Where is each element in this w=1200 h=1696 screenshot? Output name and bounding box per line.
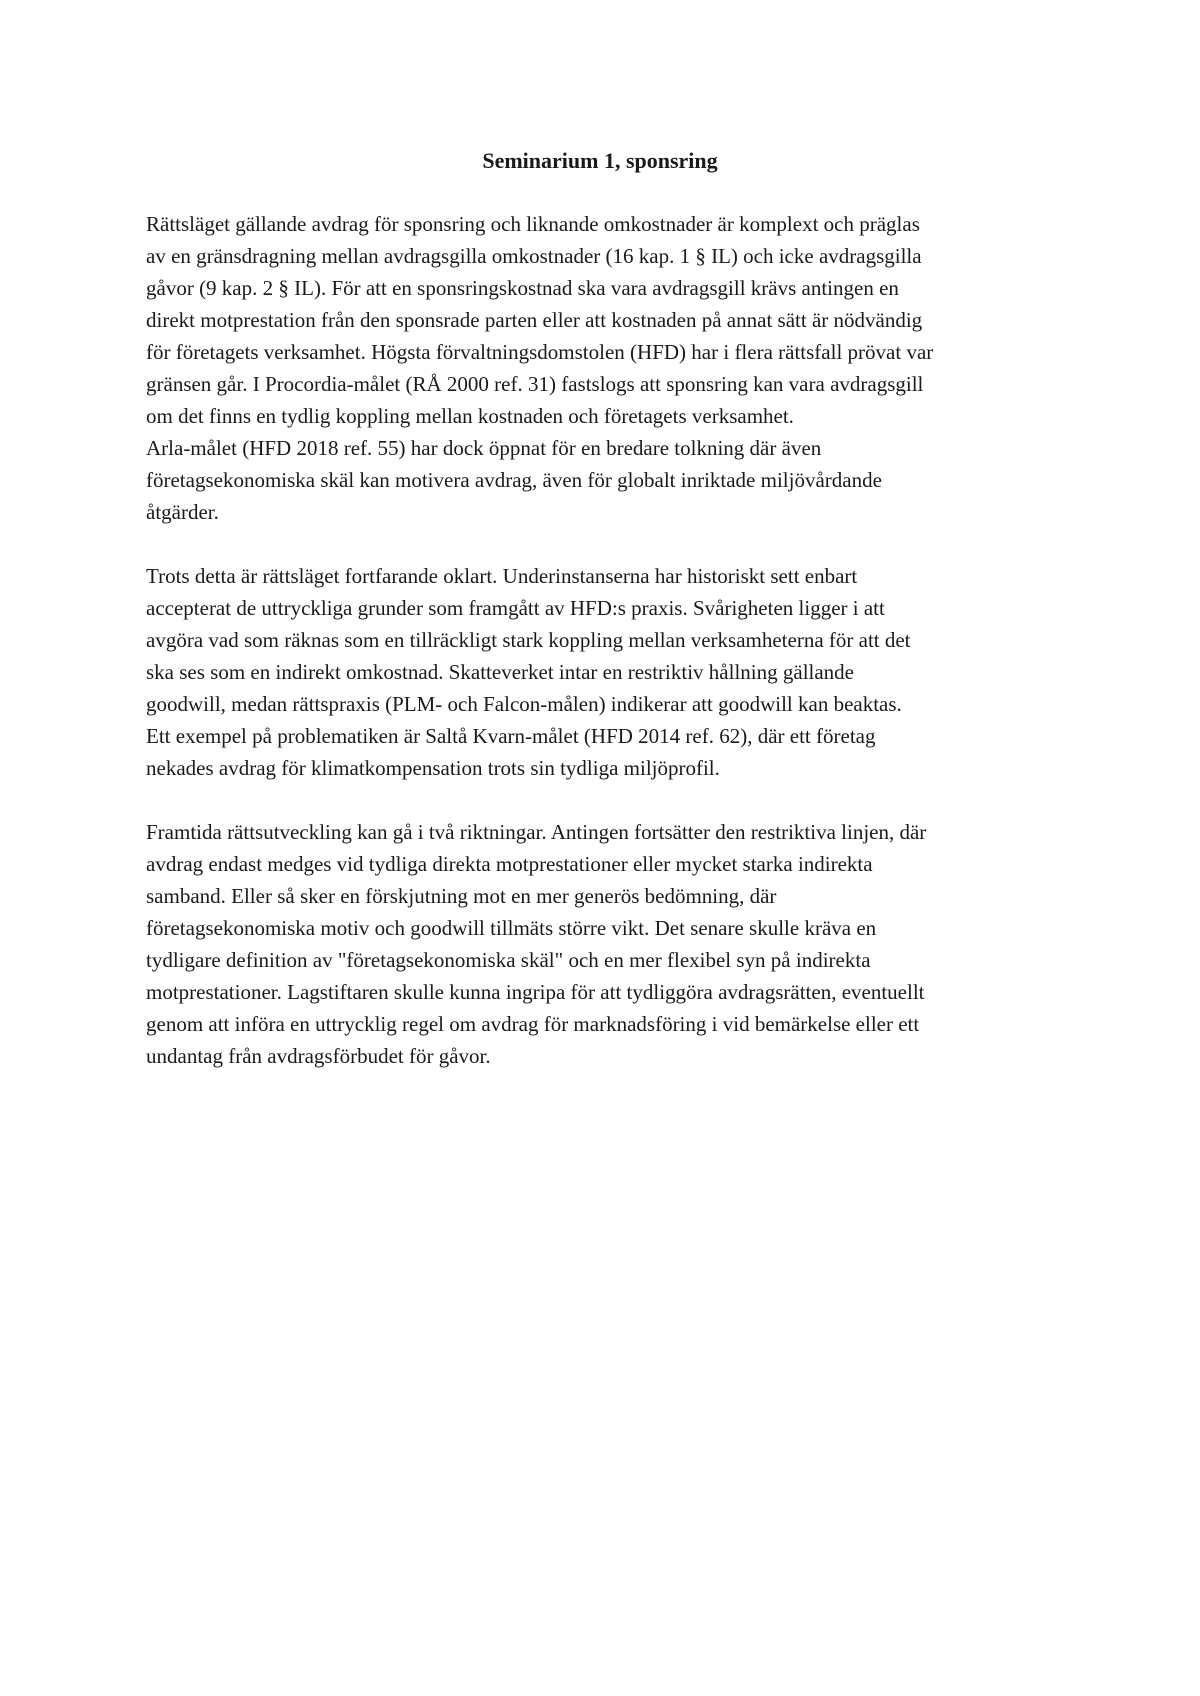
text-line: nekades avdrag för klimatkompensation trots sin tydliga miljöprofil. [146, 756, 720, 780]
paragraph-2 [146, 560, 1076, 784]
text-line: samband. Eller så sker en förskjutning mot en mer generös bedömning, där [146, 884, 777, 908]
text-line: motprestationer. Lagstiftaren skulle kunna ingripa för att tydliggöra avdragsrätten, eventuellt [146, 980, 925, 1004]
text-line: goodwill, medan rättspraxis (PLM- och Falcon-målen) indikerar att goodwill kan beaktas. [146, 692, 902, 716]
text-line: ska ses som en indirekt omkostnad. Skatteverket intar en restriktiv hållning gällande [146, 660, 855, 684]
paragraph-1 [146, 208, 1076, 528]
text-line: undantag från avdragsförbudet för gåvor. [146, 1044, 491, 1068]
text-line: gåvor (9 kap. 2 § IL). För att en sponsringskostnad ska vara avdragsgill krävs antingen en [146, 276, 899, 300]
text-line: av en gränsdragning mellan avdragsgilla omkostnader (16 kap. 1 § IL) och icke avdragsgilla [146, 244, 922, 268]
text-line: avdrag endast medges vid tydliga direkta motprestationer eller mycket starka indirekta [146, 852, 873, 876]
text-line: avgöra vad som räknas som en tillräckligt stark koppling mellan verksamheterna för att det [146, 628, 911, 652]
text-line: direkt motprestation från den sponsrade parten eller att kostnaden på annat sätt är nödvändig [146, 308, 923, 332]
text-line: företagsekonomiska skäl kan motivera avdrag, även för globalt inriktade miljövårdande [146, 468, 882, 492]
text-line: Trots detta är rättsläget fortfarande oklart. Underinstanserna har historiskt sett enbart [146, 564, 858, 588]
text-line: om det finns en tydlig koppling mellan kostnaden och företagets verksamhet. [146, 404, 794, 428]
text-line: företagsekonomiska motiv och goodwill tillmäts större vikt. Det senare skulle kräva en [146, 916, 877, 940]
text-line: accepterat de uttryckliga grunder som framgått av HFD:s praxis. Svårigheten ligger i att [146, 596, 885, 620]
text-line: för företagets verksamhet. Högsta förvaltningsdomstolen (HFD) har i flera rättsfall prövat var [146, 340, 934, 364]
text-line: Ett exempel på problematiken är Saltå Kvarn-målet (HFD 2014 ref. 62), där ett företag [146, 724, 876, 748]
text-line: Framtida rättsutveckling kan gå i två riktningar. Antingen fortsätter den restriktiva linjen, där [146, 820, 927, 844]
text-line: gränsen går. I Procordia-målet (RÅ 2000 ref. 31) fastslogs att sponsring kan vara avdragsgill [146, 372, 924, 396]
document-title: Seminarium 1, sponsring [482, 148, 718, 173]
text-line: åtgärder. [146, 500, 219, 524]
text-line: Rättsläget gällande avdrag för sponsring och liknande omkostnader är komplext och präglas [146, 212, 920, 236]
text-line: genom att införa en uttrycklig regel om avdrag för marknadsföring i vid bemärkelse eller ett [146, 1012, 920, 1036]
text-line: tydligare definition av "företagsekonomiska skäl" och en mer flexibel syn på indirekta [146, 948, 871, 972]
document-body [146, 208, 1076, 1104]
text-line: Arla-målet (HFD 2018 ref. 55) har dock öppnat för en bredare tolkning där även [146, 436, 822, 460]
paragraph-3 [146, 816, 1076, 1072]
